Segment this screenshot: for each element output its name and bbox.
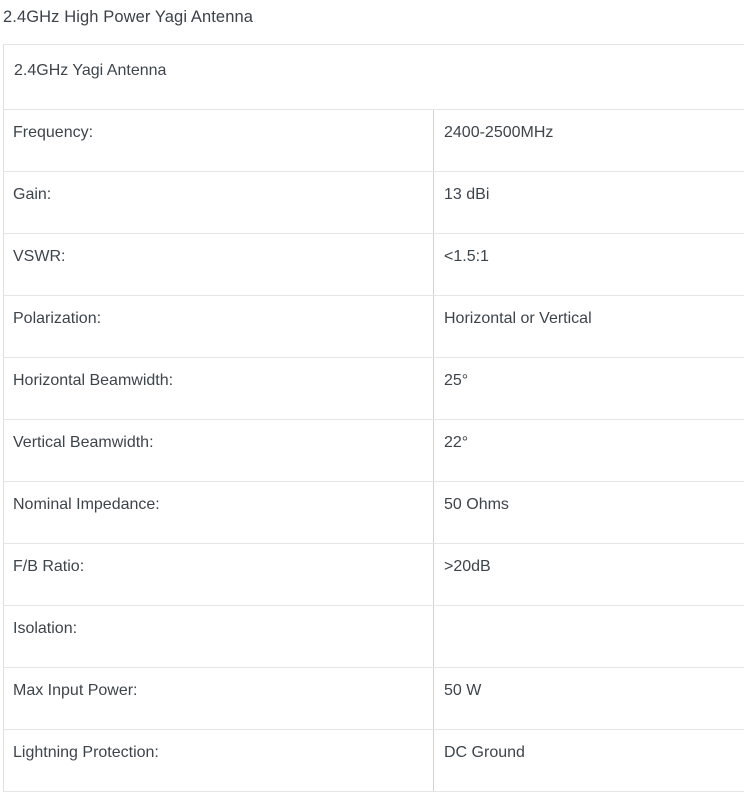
spec-value: 50 Ohms: [444, 496, 509, 513]
spec-value: 22°: [444, 434, 469, 451]
spec-value: 50 W: [444, 682, 482, 699]
spec-row-frequency: [4, 110, 744, 172]
spec-label: F/B Ratio:: [4, 544, 434, 605]
spec-value: Horizontal or Vertical: [444, 310, 592, 327]
spec-row-horizontal-beamwidth: [4, 358, 744, 420]
spec-value: [434, 606, 744, 667]
spec-row-isolation: [4, 606, 744, 668]
spec-label: VSWR:: [4, 234, 434, 295]
spec-label: Isolation:: [4, 606, 434, 667]
spec-value: 2400-2500MHz: [444, 124, 554, 141]
spec-row-lightning-protection: [4, 730, 744, 792]
spec-label: Max Input Power:: [4, 668, 434, 729]
spec-label: Vertical Beamwidth:: [4, 420, 434, 481]
spec-row-polarization: [4, 296, 744, 358]
spec-value: DC Ground: [444, 744, 525, 761]
spec-value: 13 dBi: [444, 186, 490, 203]
spec-row-nominal-impedance: [4, 482, 744, 544]
spec-value: <1.5:1: [444, 248, 489, 265]
spec-row-vswr: [4, 234, 744, 296]
spec-table: [3, 44, 744, 792]
spec-label: Nominal Impedance:: [4, 482, 434, 543]
spec-value: 25°: [444, 372, 469, 389]
spec-label: Polarization:: [4, 296, 434, 357]
spec-label: Horizontal Beamwidth:: [4, 358, 434, 419]
spec-row-fb-ratio: [4, 544, 744, 606]
spec-label: Gain:: [4, 172, 434, 233]
spec-table-header: 2.4GHz Yagi Antenna: [4, 45, 744, 110]
spec-label: Frequency:: [4, 110, 434, 171]
spec-row-gain: [4, 172, 744, 234]
spec-row-vertical-beamwidth: [4, 420, 744, 482]
page-title: 2.4GHz High Power Yagi Antenna: [3, 8, 254, 26]
spec-label: Lightning Protection:: [4, 730, 434, 791]
spec-row-max-input-power: [4, 668, 744, 730]
spec-value: >20dB: [444, 558, 491, 575]
